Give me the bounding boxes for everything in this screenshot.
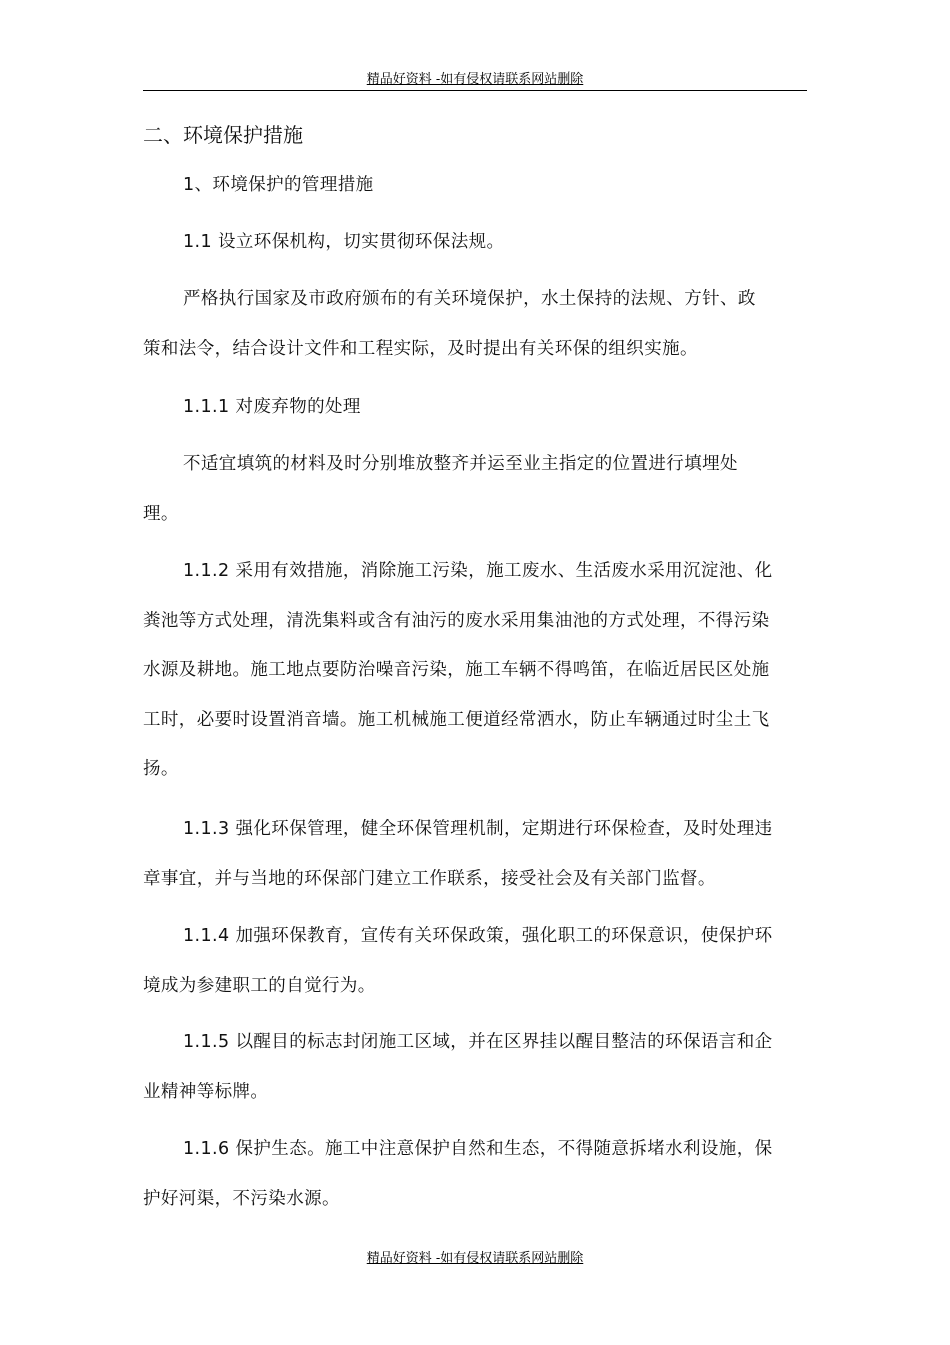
section-title: 二、环境保护措施	[143, 123, 303, 147]
header-text: 精品好资料 -如有侵权请联系网站删除	[366, 72, 584, 87]
paragraph-1-1-3: 1.1.3 强化环保管理，健全环保管理机制，定期进行环保检查，及时处理违章事宜，并与当地的环保部门建立工作联系，接受社会及有关部门监督。	[143, 819, 773, 889]
paragraph-management-measures: 1、环境保护的管理措施	[183, 175, 374, 195]
footer-text: 精品好资料 -如有侵权请联系网站删除	[366, 1251, 584, 1266]
paragraph-regulations: 严格执行国家及市政府颁布的有关环境保护，水土保持的法规、方针、政策和法令，结合设计文件和工程实际，及时提出有关环保的组织实施。	[143, 289, 756, 359]
page-footer	[143, 1247, 807, 1270]
paragraph-1-1-1: 1.1.1 对废弃物的处理	[183, 397, 361, 417]
paragraph-1-1: 1.1 设立环保机构，切实贯彻环保法规。	[183, 232, 505, 252]
page-header	[143, 68, 807, 91]
paragraph-1-1-2: 1.1.2 采用有效措施，消除施工污染，施工废水、生活废水采用沉淀池、化粪池等方式处理，清洗集料或含有油污的废水采用集油池的方式处理，不得污染水源及耕地。施工地点要防治噪音污染，施工车辆不得鸣笛，在临近居民区处施工时，必要时设置消音墙。施工机械施工便道经常洒水，防止车辆通过时尘土飞扬。	[143, 561, 773, 779]
paragraph-waste-handling: 不适宜填筑的材料及时分别堆放整齐并运至业主指定的位置进行填埋处理。	[143, 454, 738, 524]
paragraph-1-1-6: 1.1.6 保护生态。施工中注意保护自然和生态，不得随意拆堵水利设施，保护好河渠，不污染水源。	[143, 1139, 773, 1209]
paragraph-1-1-4: 1.1.4 加强环保教育，宣传有关环保政策，强化职工的环保意识，使保护环境成为参建职工的自觉行为。	[143, 926, 773, 996]
paragraph-1-1-5: 1.1.5 以醒目的标志封闭施工区域，并在区界挂以醒目整洁的环保语言和企业精神等标牌。	[143, 1032, 773, 1102]
